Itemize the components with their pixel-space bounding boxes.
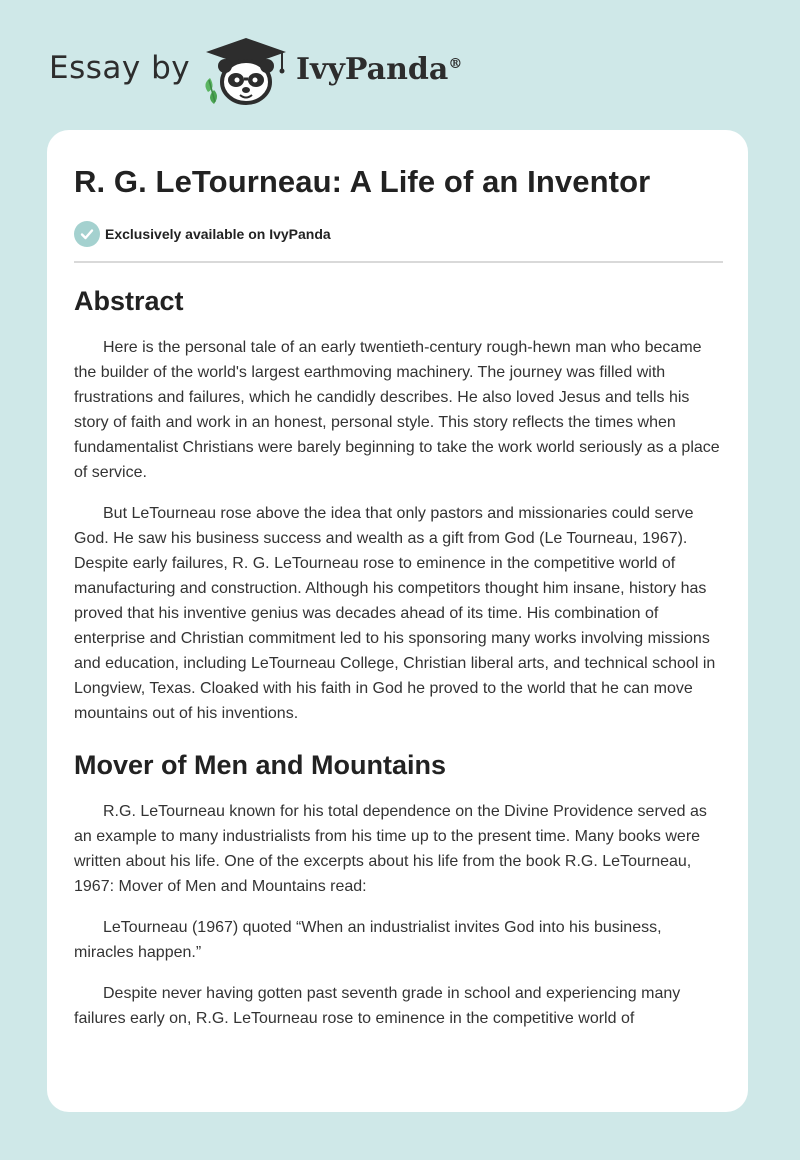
paragraph: Here is the personal tale of an early twentieth-century rough-hewn man who became the builder of the world's largest earthmoving machinery. The journey was filled with frustrations and failures, which he candidly describes. He also loved Jesus and tells his story of faith and work in an honest, personal style. This story reflects the times when fundamentalist Christians were barely beginning to take the work world seriously as a place of service.: [74, 339, 720, 481]
check-icon: [74, 221, 100, 247]
paragraph: Despite never having gotten past seventh grade in school and experiencing many failures early on, R.G. LeTourneau rose to eminence in the competitive world of: [74, 985, 681, 1027]
section-heading-mover: Mover of Men and Mountains: [74, 750, 447, 780]
section-heading-abstract: Abstract: [74, 286, 184, 316]
site-header: [0, 0, 800, 130]
badge-label: Exclusively available on IvyPanda: [105, 226, 331, 242]
essay-card: [47, 130, 748, 1112]
essay-body: [74, 282, 725, 1031]
paragraph: But LeTourneau rose above the idea that only pastors and missionaries could serve God. He saw his business success and wealth as a gift from God (Le Tourneau, 1967). Despite early failures, R. G. LeTourneau rose to eminence in the competitive world of manufacturing and construction. Although his competitors thought him insane, history has proved that his inventive genius was decades ahead of its time. His combination of enterprise and Christian commitment led to his sponsoring many works involving missions and education, including LeTourneau College, Christian liberal arts, and technical school in Longview, Texas. Cloaked with his faith in God he proved to the world that he can move mountains out of his inventions.: [74, 505, 716, 722]
ivy-leaf-icon: [205, 78, 217, 104]
page-title: R. G. LeTourneau: A Life of an Inventor: [74, 164, 651, 199]
title-divider: [74, 261, 723, 263]
registered-mark: ®: [448, 56, 463, 72]
paragraph: R.G. LeTourneau known for his total dependence on the Divine Providence served as an example to many industrialists from his time up to the present time. Many books were written about his life. One of the excerpts about his life from the book R.G. LeTourneau, 1967: Mover of Men and Mountains read:: [74, 803, 707, 895]
brand-name-text: IvyPanda: [296, 52, 449, 87]
panda-graduate-icon[interactable]: [200, 36, 292, 108]
brand-essay-by: Essay by: [49, 50, 191, 86]
exclusive-badge: [74, 221, 331, 247]
paragraph: LeTourneau (1967) quoted “When an industrialist invites God into his business, miracles happen.”: [74, 919, 662, 961]
brand-name: [296, 52, 462, 87]
